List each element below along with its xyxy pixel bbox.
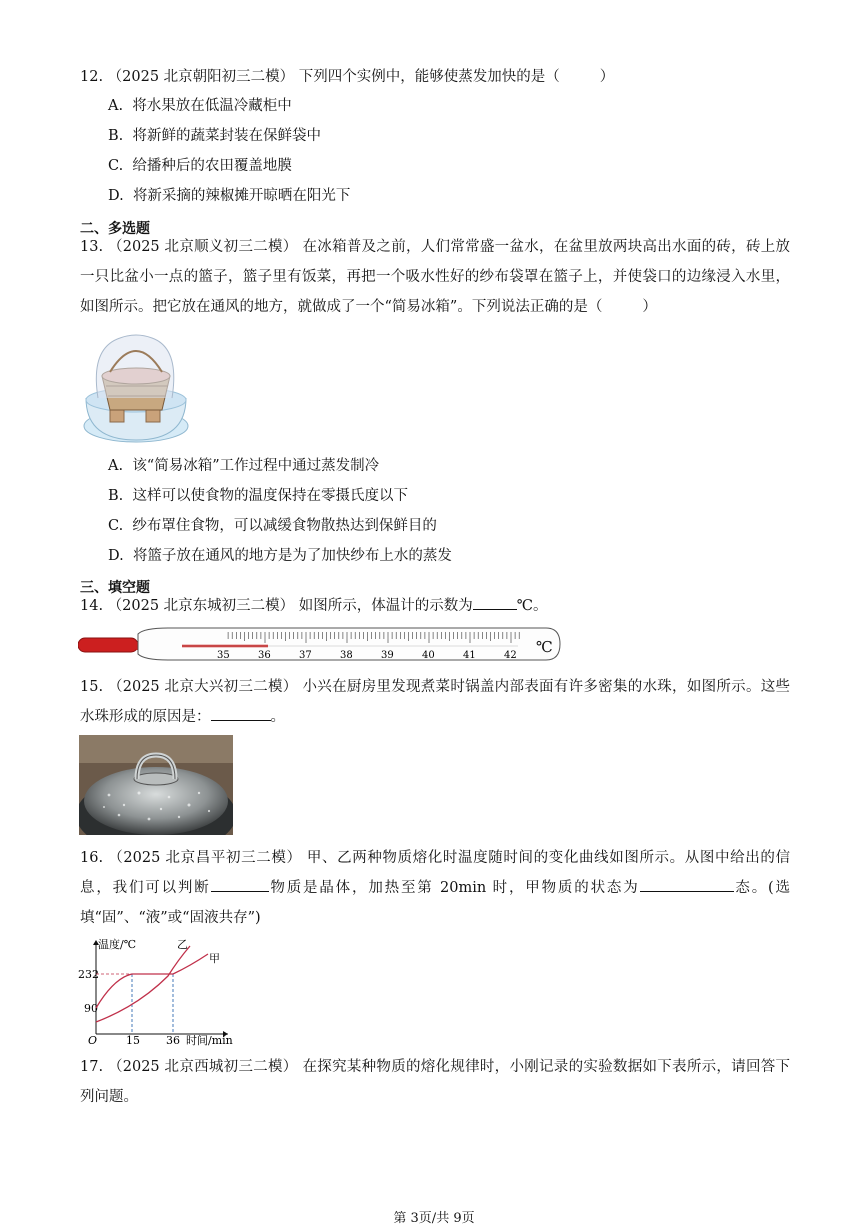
graph-origin: O xyxy=(88,1034,98,1046)
thermometer-unit: ℃ xyxy=(536,638,553,656)
thermometer-tick-label: 39 xyxy=(381,650,394,661)
thermometer-tick-label: 41 xyxy=(463,650,476,661)
section-heading-fill-blank: 三、填空题 xyxy=(80,580,150,596)
pot-lid-photo xyxy=(79,735,233,835)
series-yi-curve xyxy=(96,946,190,1022)
option-13-d: D. 将篮子放在通风的地方是为了加快纱布上水的蒸发 xyxy=(108,548,452,564)
graph-ylabel: 温度/℃ xyxy=(98,938,137,951)
graph-xtick-36: 36 xyxy=(166,1034,180,1046)
series-jia-curve xyxy=(96,954,208,1008)
thermometer-tick-label: 42 xyxy=(504,650,517,661)
graph-xtick-15: 15 xyxy=(126,1034,140,1046)
series-label-jia: 甲 xyxy=(209,952,220,965)
graph-ytick-90: 90 xyxy=(84,1002,98,1015)
clinical-thermometer xyxy=(78,626,564,666)
melting-curve-graph xyxy=(78,936,242,1046)
question-17-stem: 17. （2025 北京西城初三二模） 在探究某种物质的熔化规律时，小刚记录的实验数据如下表所示，请回答下列问题。 xyxy=(80,1059,791,1105)
page-footer: 第 3页/共 9页 xyxy=(393,1211,475,1226)
thermometer-tick-label: 38 xyxy=(340,650,353,661)
graph-xlabel: 时间/min xyxy=(186,1034,233,1046)
question-15-stem: 15. （2025 北京大兴初三二模） 小兴在厨房里发现煮菜时锅盖内部表面有许多密集的水珠，如图所示。这些水珠形成的原因是： 。 xyxy=(80,679,791,725)
answer-blank[interactable] xyxy=(211,706,271,721)
simple-fridge-figure xyxy=(80,328,192,446)
option-12-b: B. 将新鲜的蔬菜封装在保鲜袋中 xyxy=(108,128,321,144)
option-12-a: A. 将水果放在低温冷藏柜中 xyxy=(108,98,292,114)
question-14-stem: 14. （2025 北京东城初三二模） 如图所示，体温计的示数为 ℃。 xyxy=(80,591,790,621)
answer-blank[interactable] xyxy=(640,877,734,892)
option-13-b: B. 这样可以使食物的温度保持在零摄氏度以下 xyxy=(108,488,408,504)
question-13-stem: 13. （2025 北京顺义初三二模） 在冰箱普及之前，人们常常盛一盆水，在盆里放两块高出水面的砖，砖上放一只比盆小一点的篮子，篮子里有饭菜，再把一个吸水性好的纱布袋罩在篮子上，并使袋口的边缘浸入水里，如图所示。把它放在通风的地方，就做成了一个“简易冰箱”。下列说法正确的是（ ） xyxy=(80,239,791,315)
thermometer-tick-label: 36 xyxy=(258,650,271,661)
option-12-c: C. 给播种后的农田覆盖地膜 xyxy=(108,158,292,174)
option-13-a: A. 该“简易冰箱”工作过程中通过蒸发制冷 xyxy=(108,458,380,474)
option-12-d: D. 将新采摘的辣椒摊开晾晒在阳光下 xyxy=(108,188,351,204)
option-13-c: C. 纱布罩住食物，可以减缓食物散热达到保鲜目的 xyxy=(108,518,437,534)
thermometer-tick-label: 37 xyxy=(299,650,312,661)
question-12-stem: 12. （2025 北京朝阳初三二模） 下列四个实例中，能够使蒸发加快的是（ ） xyxy=(80,69,615,85)
graph-ytick-232: 232 xyxy=(78,968,99,981)
question-16-stem: 16. （2025 北京昌平初三二模） 甲、乙两种物质熔化时温度随时间的变化曲线如图所示。从图中给出的信息，我们可以判断 物质是晶体，加热至第 20min 时，甲物质的状态为 态。(选填“固”、“液”或“固液共存”) xyxy=(80,850,791,926)
section-heading-multi-choice: 二、多选题 xyxy=(80,221,150,237)
series-label-yi: 乙 xyxy=(177,938,188,951)
thermometer-tick-label: 40 xyxy=(422,650,435,661)
thermometer-tick-label: 35 xyxy=(217,650,230,661)
answer-blank[interactable] xyxy=(473,595,517,610)
answer-blank[interactable] xyxy=(211,877,269,892)
